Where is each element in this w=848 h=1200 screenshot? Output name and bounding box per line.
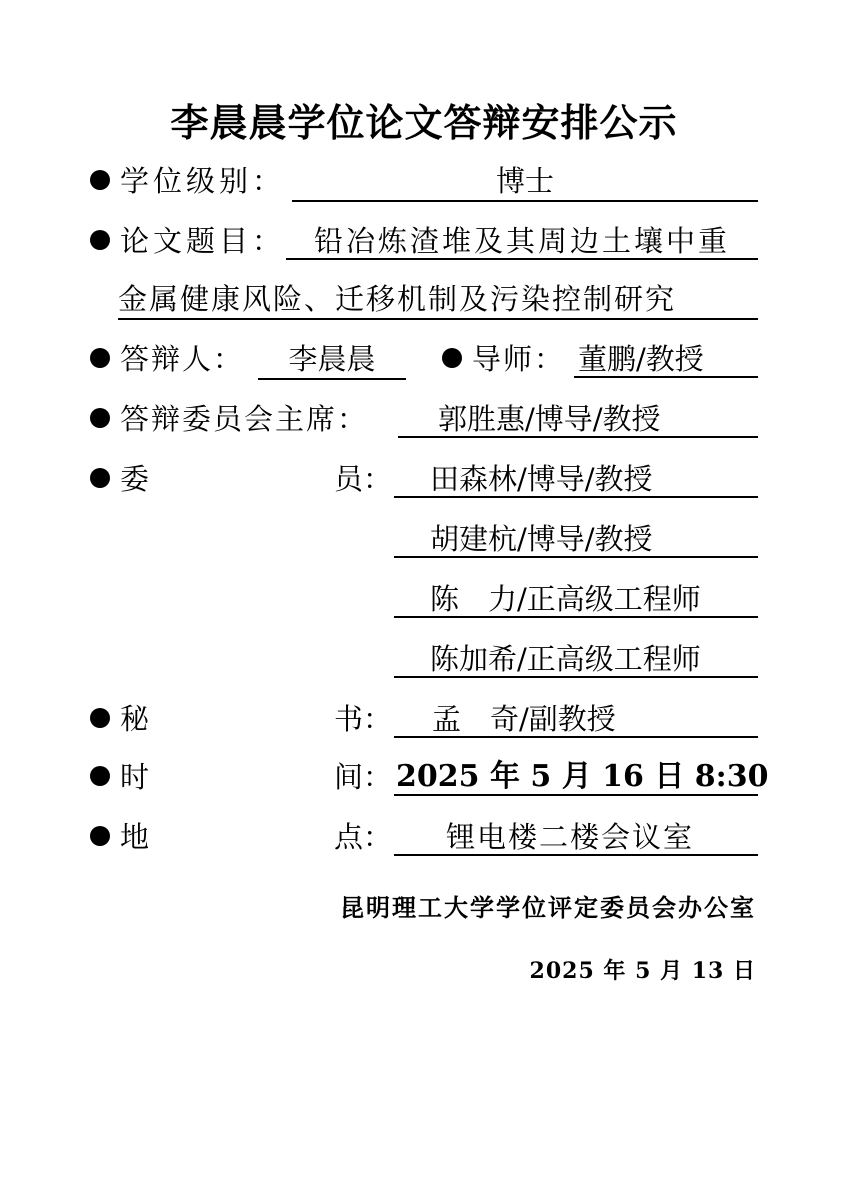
secretary-label-b: 书：	[333, 702, 392, 736]
thesis-title-line2: 金属健康风险、迁移机制及污染控制研究	[118, 280, 758, 320]
location-label-b: 点：	[333, 820, 392, 854]
degree-level-label: 学位级别：	[120, 164, 286, 198]
member-4: 陈加希/正高级工程师	[394, 640, 758, 678]
degree-level-row	[90, 162, 760, 202]
member-3: 陈 力/正高级工程师	[394, 580, 758, 618]
chair-row	[90, 400, 760, 440]
bullet-icon	[90, 408, 110, 428]
location-row	[90, 818, 760, 858]
thesis-title-row2	[118, 280, 760, 320]
time-label-a: 时	[120, 760, 150, 794]
bullet-icon	[90, 348, 110, 368]
secretary-value: 孟 奇/副教授	[394, 700, 758, 738]
secretary-label-a: 秘	[120, 702, 150, 736]
defender-label: 答辩人：	[120, 342, 245, 376]
chair-value: 郭胜惠/博导/教授	[398, 400, 758, 438]
bullet-icon	[90, 468, 110, 488]
defender-value: 李晨晨	[258, 340, 406, 380]
time-label-b: 间：	[333, 760, 392, 794]
member-1: 田森林/博导/教授	[394, 460, 758, 498]
issuer-name: 昆明理工大学学位评定委员会办公室	[340, 893, 756, 922]
time-value: 2025 年 5 月 16 日 8:30	[396, 759, 769, 794]
bullet-icon	[90, 170, 110, 190]
members-row-3	[90, 580, 760, 620]
degree-level-text: 博士	[495, 164, 554, 198]
secretary-row	[90, 700, 760, 740]
issue-date: 2025 年 5 月 13 日	[529, 958, 756, 984]
bullet-icon	[90, 826, 110, 846]
members-row-4	[90, 640, 760, 680]
location-value: 锂电楼二楼会议室	[394, 818, 758, 856]
location-label-a: 地	[120, 820, 150, 854]
thesis-title-label: 论文题目：	[120, 224, 286, 258]
defender-advisor-row	[90, 340, 760, 380]
members-label-b: 员：	[333, 462, 392, 496]
bullet-icon	[442, 348, 462, 368]
degree-level-value	[292, 162, 758, 202]
members-row	[90, 460, 760, 500]
page-title: 李晨晨学位论文答辩安排公示	[170, 101, 678, 145]
time-row	[90, 758, 769, 798]
bullet-icon	[90, 708, 110, 728]
members-label-a: 委	[120, 462, 150, 496]
thesis-title-line1: 铅冶炼渣堆及其周边土壤中重	[286, 222, 758, 260]
member-2: 胡建杭/博导/教授	[394, 520, 758, 558]
advisor-label: 导师：	[472, 342, 566, 376]
advisor-value: 董鹏/教授	[574, 340, 758, 378]
thesis-title-row	[90, 222, 760, 262]
chair-label: 答辩委员会主席：	[120, 402, 369, 436]
members-row-2	[90, 520, 760, 560]
bullet-icon	[90, 766, 110, 786]
bullet-icon	[90, 230, 110, 250]
